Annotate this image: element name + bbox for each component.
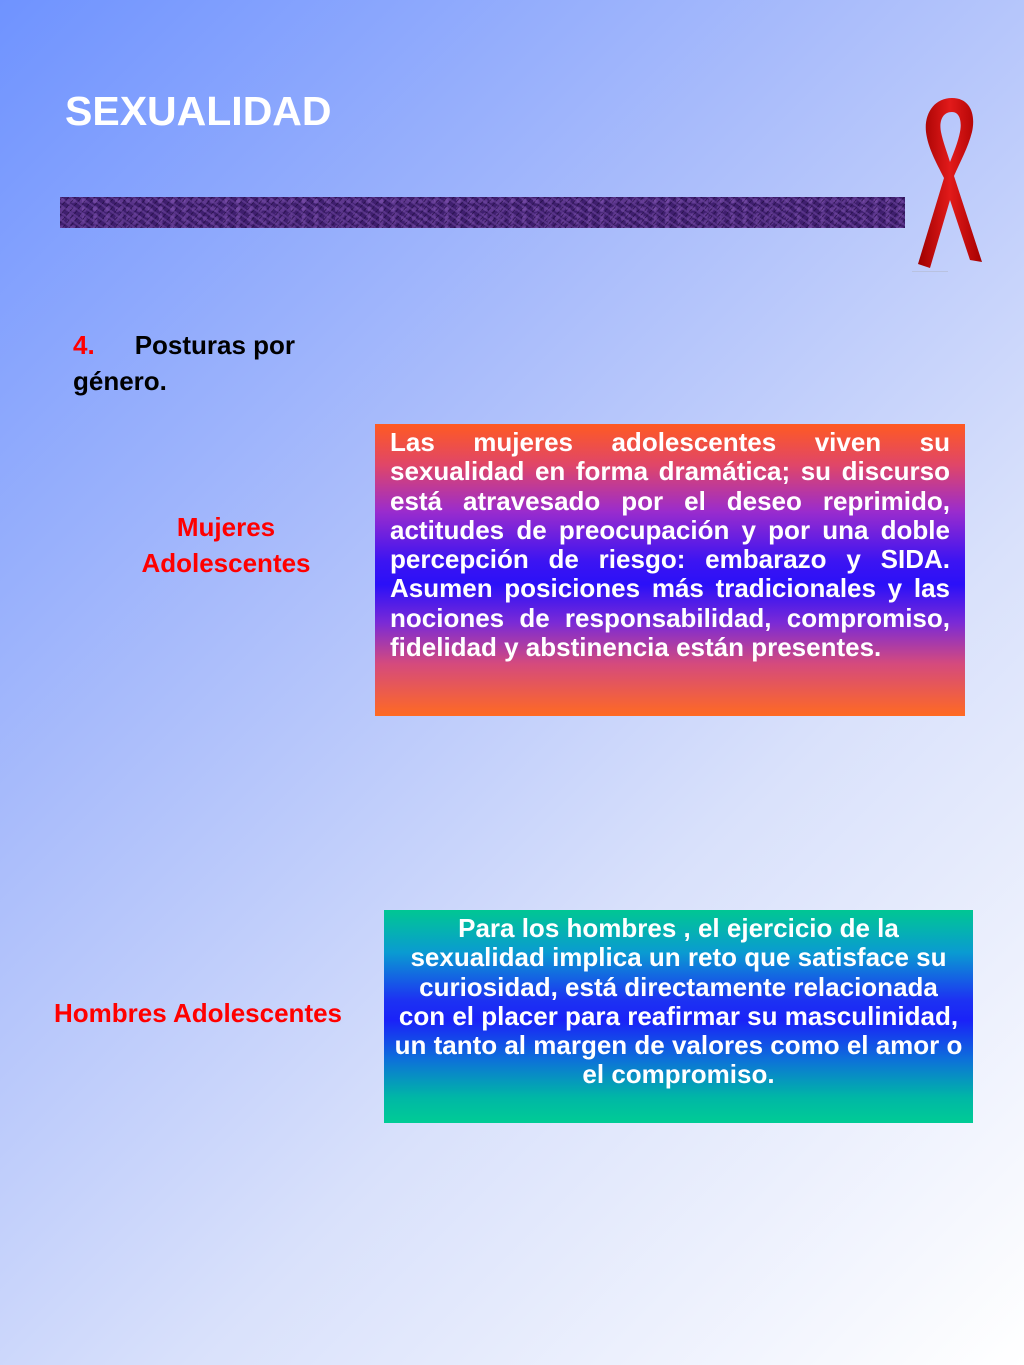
section-number: 4. [73, 330, 95, 360]
slide-title: SEXUALIDAD [65, 88, 332, 134]
men-label: Hombres Adolescentes [54, 998, 343, 1028]
women-text-box: Las mujeres adolescentes viven su sexualidad en forma dramática; su discurso está atravesado por el deseo reprimido, actitudes de preocupación y por una doble percepción de riesgo: embarazo y SIDA. Asumen posiciones más tradicionales y las nociones de responsabilidad, compromiso, fidelidad y abstinencia están presentes. [375, 424, 965, 716]
red-awareness-ribbon-icon [912, 92, 988, 274]
title-underline-bar [60, 197, 905, 228]
women-label: Mujeres Adolescentes [141, 512, 311, 578]
section-heading-text: Posturas por género. [73, 330, 296, 396]
ribbon-baseline [912, 271, 948, 272]
section-heading [73, 327, 343, 399]
men-text-box: Para los hombres , el ejercicio de la sexualidad implica un reto que satisface su curiosidad, está directamente relacionada con el placer para reafirmar su masculinidad, un tanto al margen de valores como el amor o el compromiso. [384, 910, 973, 1123]
